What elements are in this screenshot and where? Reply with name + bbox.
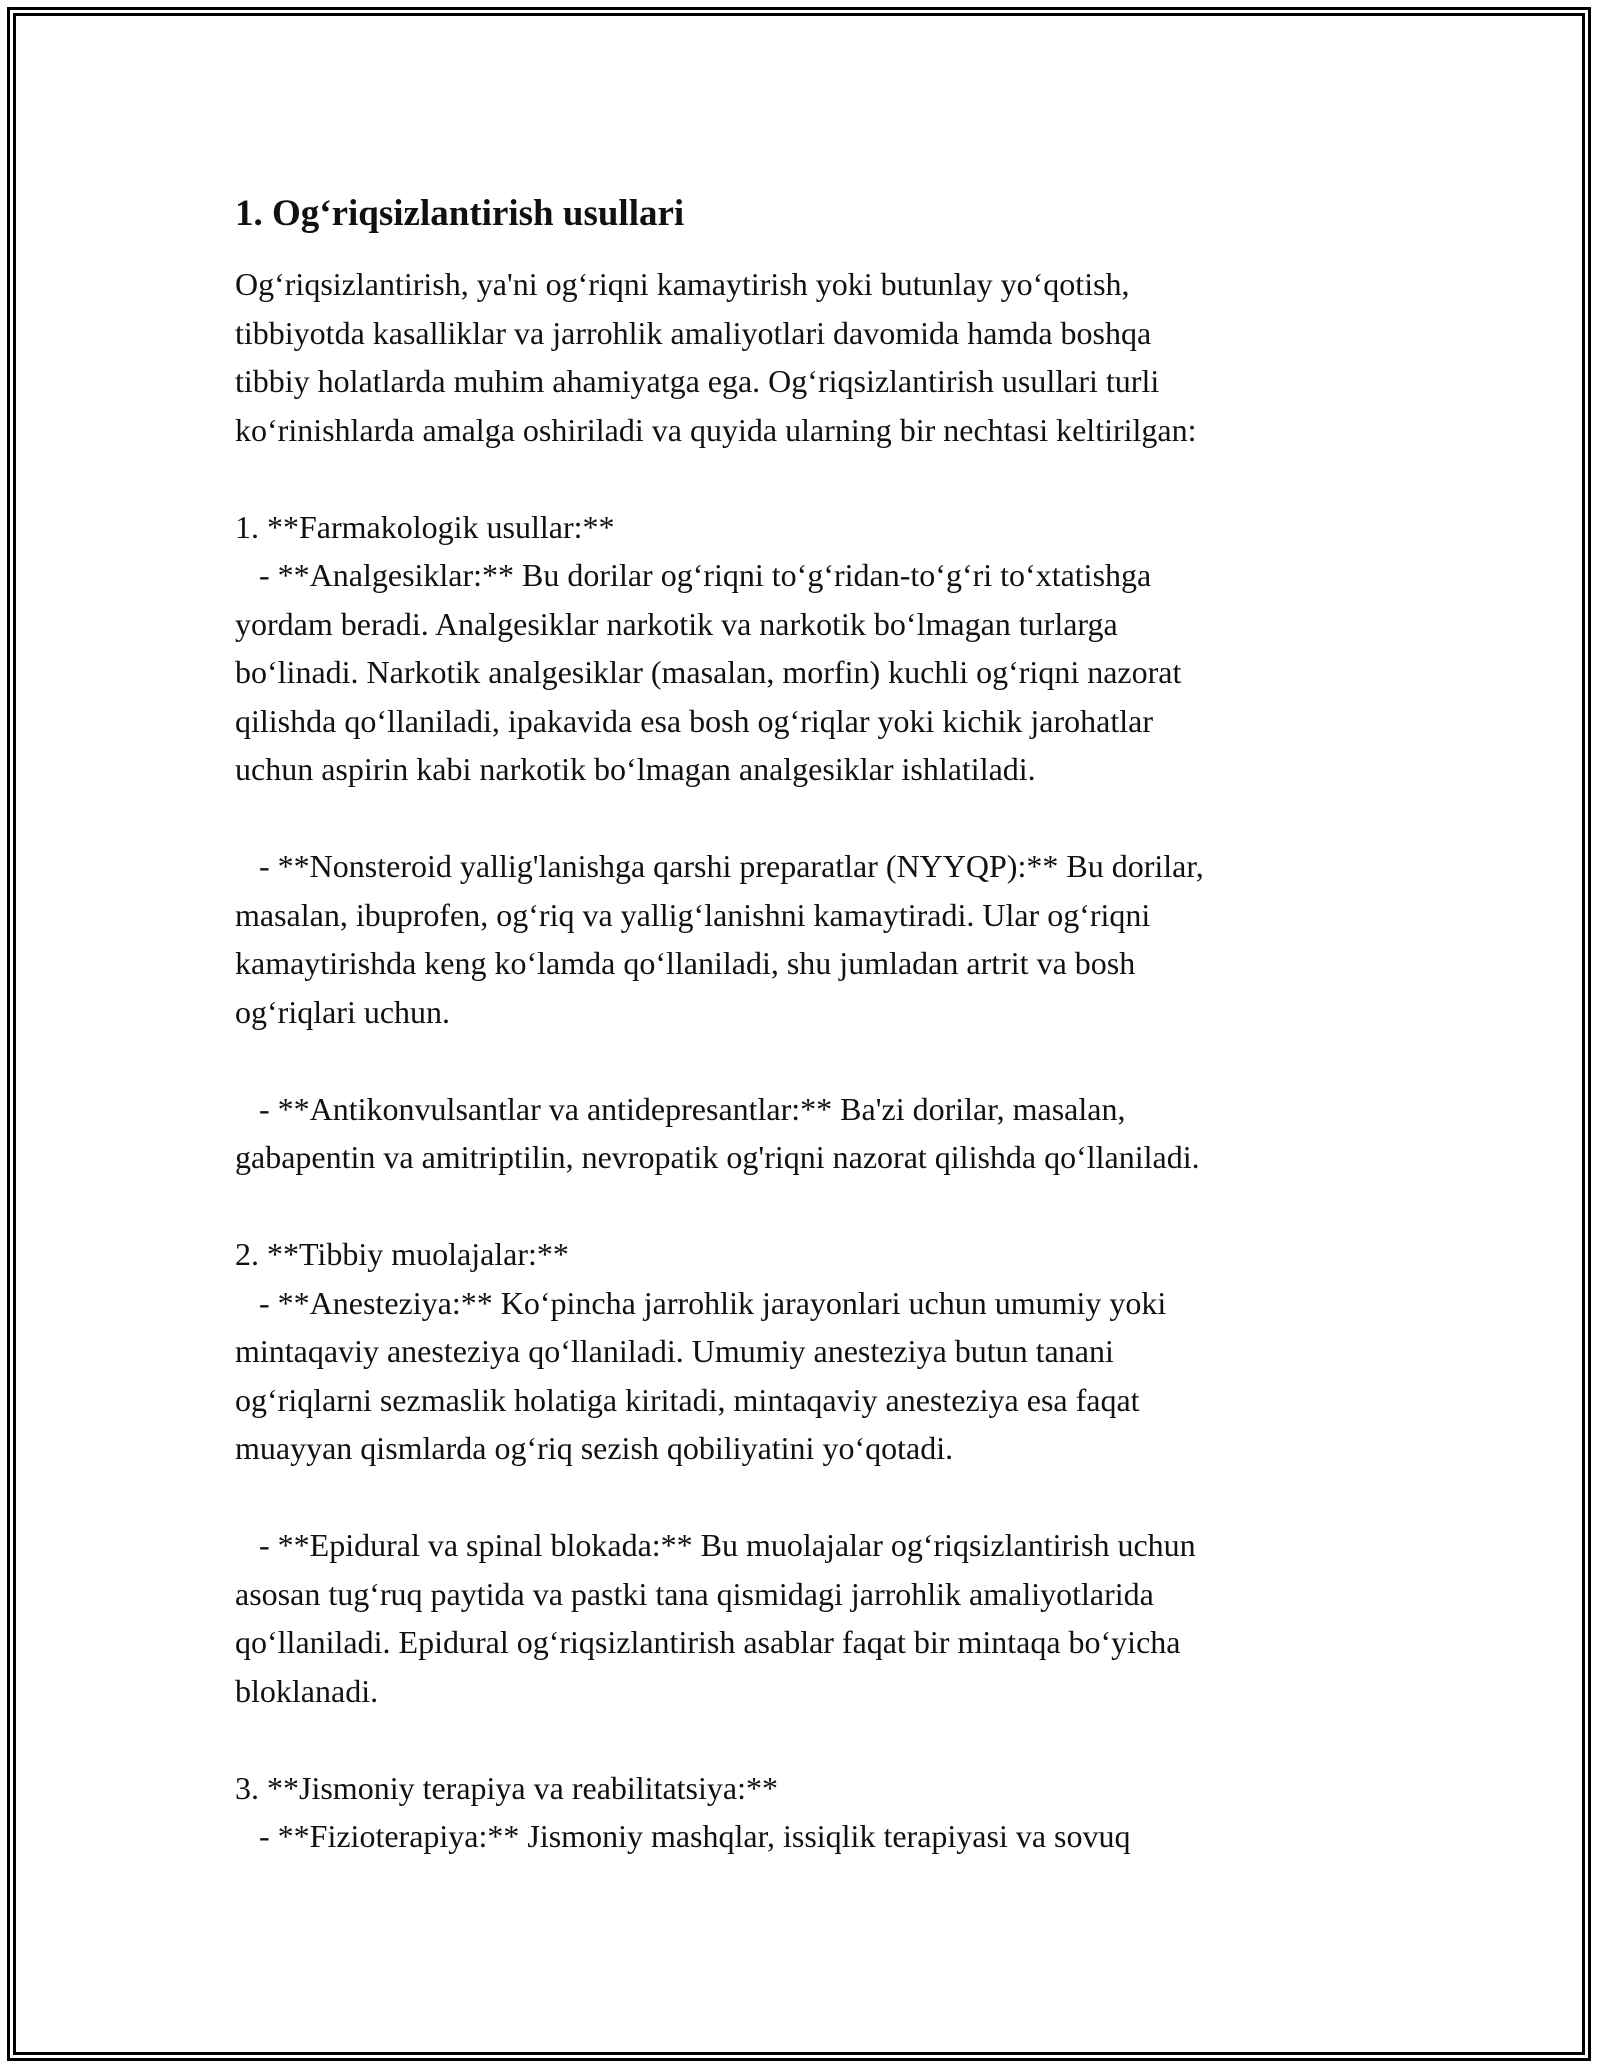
document-body: Og‘riqsizlantirish, ya'ni og‘riqni kamaytirish yoki butunlay yo‘qotish, tibbiyotda kasalliklar va jarrohlik amaliyotlari davomida hamda boshqa tibbiy holatlarda muhim ahamiyatga ega. Og‘riqsizlantirish usullari turli ko‘rinishlarda amalga oshiriladi va quyida ularning bir nechtasi keltirilgan: 1. **Farmakologik usullar:** - **Analgesiklar:** Bu dorilar og‘riqni to‘g‘ridan-to‘g‘ri to‘xtatishga yordam beradi. Analgesiklar narkotik va narkotik bo‘lmagan turlarga bo‘linadi. Narkotik analgesiklar (masalan, morfin) kuchli og‘riqni nazorat qilishda qo‘llaniladi, ipakavida esa bosh og‘riqlar yoki kichik jarohatlar uchun aspirin kabi narkotik bo‘lmagan analgesiklar ishlatiladi. - **Nonsteroid yallig'lanishga qarshi preparatlar (NYYQP):** Bu dorilar, masalan, ibuprofen, og‘riq va yallig‘lanishni kamaytiradi. Ular og‘riqni kamaytirishda keng ko‘lamda qo‘llaniladi, shu jumladan artrit va bosh og‘riqlari uchun. - **Antikonvulsantlar va antidepresantlar:** Ba'zi dorilar, masalan, gabapentin va amitriptilin, nevropatik og'riqni nazorat qilishda qo‘llaniladi. 2. **Tibbiy muolajalar:** - **Anesteziya:** Ko‘pincha jarrohlik jarayonlari uchun umumiy yoki mintaqaviy anesteziya qo‘llaniladi. Umumiy anesteziya butun tanani og‘riqlarni sezmaslik holatiga kiritadi, mintaqaviy anesteziya esa faqat muayyan qismlarda og‘riq sezish qobiliyatini yo‘qotadi. - **Epidural va spinal blokada:** Bu muolajalar og‘riqsizlantirish uchun asosan tug‘ruq paytida va pastki tana qismidagi jarrohlik amaliyotlarida qo‘llaniladi. Epidural og‘riqsizlantirish asablar faqat bir mintaqa bo‘yicha bloklanadi. 3. **Jismoniy terapiya va reabilitatsiya:** - **Fizioterapiya:** Jismoniy mashqlar, issiqlik terapiyasi va sovuq <box>235 266 1204 1854</box>
document-title: 1. Og‘riqsizlantirish usullari <box>235 193 685 234</box>
document-page <box>235 190 1375 1861</box>
